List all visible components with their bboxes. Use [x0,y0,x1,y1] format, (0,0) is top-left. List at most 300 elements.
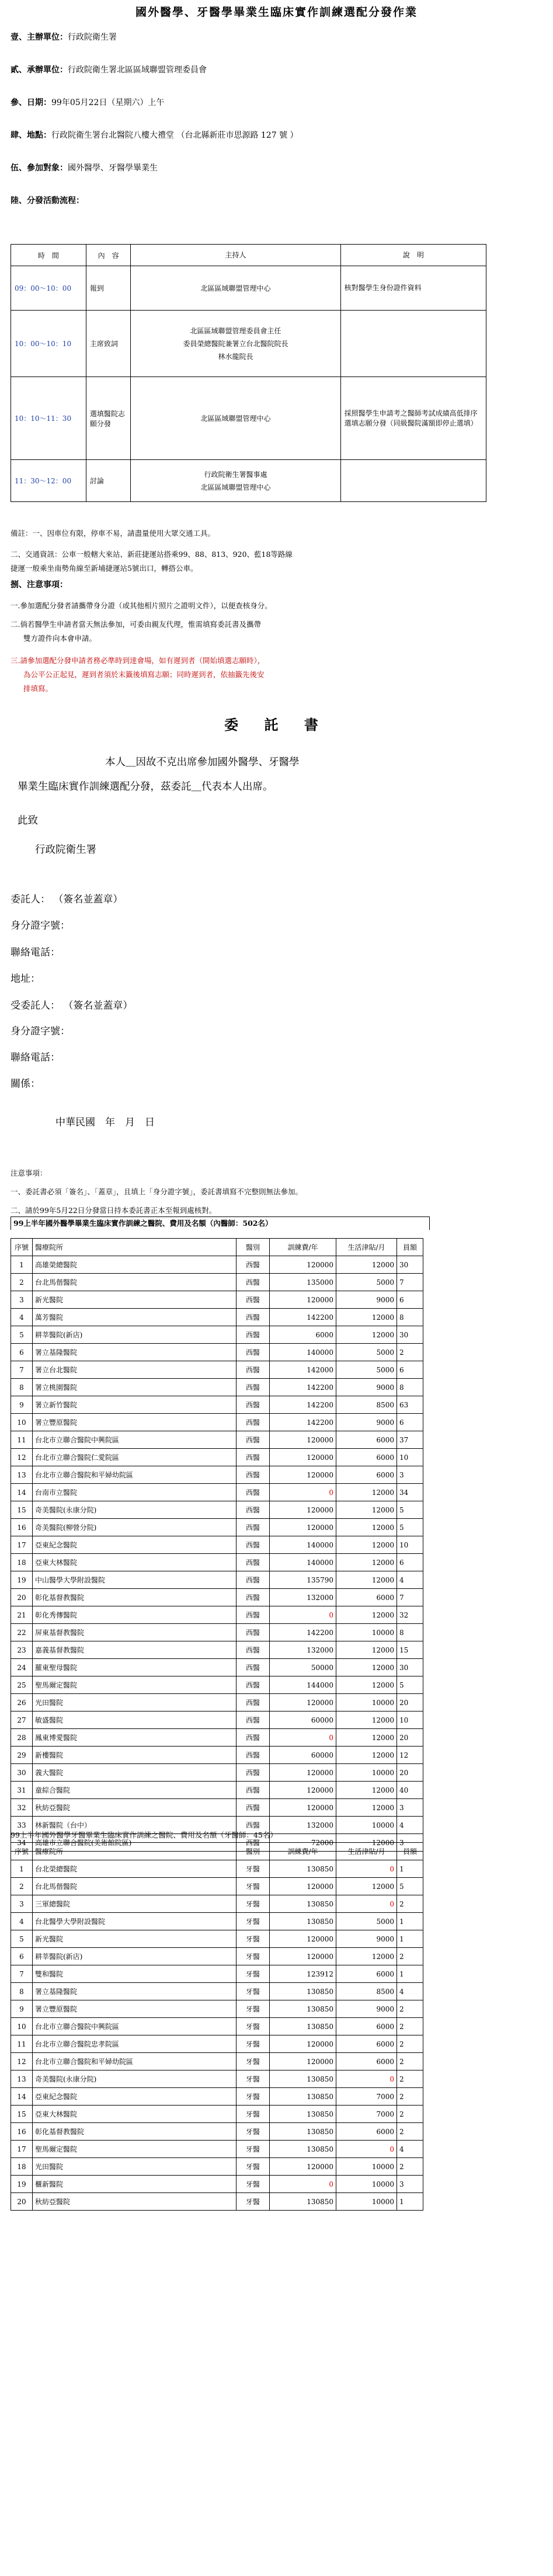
table-cell: 光田醫院 [33,1694,236,1711]
table-cell: 5 [397,1878,423,1895]
table-cell: 西醫 [236,1571,270,1589]
table-cell: 12000 [336,1782,397,1799]
table-cell: 120000 [270,2035,336,2053]
table-cell: 20 [397,1694,423,1711]
table-cell: 2 [397,2053,423,2070]
table-row [11,1930,423,1948]
table-cell: 31 [11,1782,33,1799]
table-cell: 120000 [270,1256,336,1274]
table-row [11,1983,423,2000]
table-cell: 署立豐原醫院 [33,1414,236,1431]
table-cell: 亞東大林醫院 [33,2106,236,2123]
table-cell: 120000 [270,1291,336,1309]
item-value: 行政院衛生署北區區域聯盟管理委員會 [68,65,207,75]
table-cell: 12000 [336,1747,397,1764]
table-row [11,1729,423,1747]
table-cell: 3 [397,1834,423,1852]
table-cell: 署立桃園醫院 [33,1379,236,1396]
table-row [11,1694,423,1711]
table-cell: 台南市立醫院 [33,1484,236,1501]
table-cell: 新樓醫院 [33,1747,236,1764]
table-cell: 140000 [270,1536,336,1554]
table-cell: 132000 [270,1641,336,1659]
schedule-time: 10：10～11：30 [11,377,86,460]
table-cell: 鳳東博愛醫院 [33,1729,236,1747]
table-cell: 奇美醫院(永康分院) [33,2070,236,2088]
table-cell: 9000 [336,1930,397,1948]
table-row [11,2053,423,2070]
table-cell: 130850 [270,2088,336,2106]
table-cell: 2 [397,2106,423,2123]
table-cell: 牙醫 [236,2035,270,2053]
table-cell: 5 [397,1501,423,1519]
table-cell: 秋紡亞醫院 [33,2193,236,2211]
table-row [11,1895,423,1913]
table-cell: 30 [11,1764,33,1782]
table-cell: 5 [397,1519,423,1536]
attention-item: 三.請參加選配分發申請者務必準時到達會場，如有遲到者（開始填選志願時）， [11,656,265,665]
table-cell: 12000 [336,1948,397,1965]
schedule-note [340,460,486,502]
form-field-phone: 聯絡電話： [11,947,60,958]
table-cell: 120000 [270,1431,336,1449]
table-cell: 135000 [270,1274,336,1291]
table-cell: 櫃新醫院 [33,2176,236,2193]
item-value: 99年05月22日（星期六）上午 [51,98,165,107]
table-cell: 署立新竹醫院 [33,1396,236,1414]
table-row [11,1799,423,1817]
table-cell: 0 [270,1729,336,1747]
table-cell: 署立台北醫院 [33,1361,236,1379]
table-cell: 牙醫 [236,2141,270,2158]
table-cell: 7000 [336,2106,397,2123]
table-cell: 西醫 [236,1274,270,1291]
table-cell: 署立豐原醫院 [33,2000,236,2018]
table-cell: 12000 [336,1606,397,1624]
host-line: 行政院衛生署醫事處 [204,470,267,479]
table-cell: 10000 [336,1694,397,1711]
table-row [11,1414,423,1431]
table-cell: 19 [11,2176,33,2193]
table-cell: 西醫 [236,1606,270,1624]
table-cell: 6000 [336,2018,397,2035]
table-cell: 142200 [270,1396,336,1414]
table-cell: 1 [397,2193,423,2211]
table-row [11,1878,423,1895]
table-cell: 0 [336,2141,397,2158]
table-cell: 台北市立聯合醫院和平婦幼院區 [33,2053,236,2070]
table-row [11,1361,423,1379]
table-cell: 15 [397,1641,423,1659]
table-cell: 14 [11,1484,33,1501]
table-cell: 7 [11,1361,33,1379]
host-line: 北區區域聯盟管理委員會主任 [190,326,281,335]
table-cell: 9 [11,1396,33,1414]
schedule-time: 09：00～10：00 [11,266,86,311]
schedule-row [11,460,486,502]
table-cell: 17 [11,2141,33,2158]
table-cell: 120000 [270,2053,336,2070]
table-cell: 4 [397,2141,423,2158]
table-cell: 11 [11,1431,33,1449]
table-cell: 0 [270,1606,336,1624]
table-cell: 嘉義基督教醫院 [33,1641,236,1659]
table-cell: 8 [11,1379,33,1396]
table-cell: 1 [397,1965,423,1983]
proxy-statement: 本人＿因故不克出席參加國外醫學、牙醫學 [105,757,300,768]
table-cell: 12000 [336,1326,397,1344]
table-cell: 8 [11,1983,33,2000]
table-cell: 142200 [270,1379,336,1396]
table-cell: 6 [397,1291,423,1309]
table-cell: 130850 [270,2018,336,2035]
attention-item: 為公平公正起見，遲到者須於末籤後填寫志願；同時遲到者，依抽籤先後安 [23,670,265,679]
table-row [11,1449,423,1466]
table-row [11,2088,423,2106]
table-cell: 13 [11,2070,33,2088]
table-cell: 142200 [270,1624,336,1641]
col-header: 訓練費/年 [270,1843,336,1860]
table-cell: 西醫 [236,1641,270,1659]
schedule-note: 核對醫學生身份證件資料 [340,266,486,311]
table-cell: 50000 [270,1659,336,1676]
col-header: 醫療院所 [33,1239,236,1256]
attention-item: 雙方證件向本會申請。 [23,634,97,643]
table-cell: 耕莘醫院(新店) [33,1326,236,1344]
table-cell: 耕莘醫院(新店) [33,1948,236,1965]
table-cell: 11 [11,2035,33,2053]
header-host: 主持人 [131,245,340,266]
table-cell: 8 [397,1379,423,1396]
table-cell: 西醫 [236,1624,270,1641]
table-cell: 135790 [270,1571,336,1589]
table-cell: 西醫 [236,1449,270,1466]
table-cell: 6000 [336,1431,397,1449]
host-line: 委員榮總醫院兼署立台北醫院院長 [183,339,288,348]
table1 [11,1238,423,1852]
table-cell: 西醫 [236,1326,270,1344]
table-cell: 中山醫學大學附設醫院 [33,1571,236,1589]
table-cell: 72000 [270,1834,336,1852]
table-cell: 10000 [336,1764,397,1782]
form-field-address: 地址： [11,973,40,985]
remark-line: 備註：一、因車位有限，停車不易，請盡量使用大眾交通工具。 [11,529,215,538]
table-cell: 10 [397,1711,423,1729]
table-row [11,1554,423,1571]
table-cell: 25 [11,1676,33,1694]
table-cell: 60000 [270,1747,336,1764]
item-executor [11,64,207,76]
schedule-note [340,311,486,377]
table-row [11,1764,423,1782]
table-cell: 奇美醫院(永康分院) [33,1501,236,1519]
table-cell: 7000 [336,2088,397,2106]
table-cell: 6000 [336,1449,397,1466]
table-cell: 西醫 [236,1659,270,1676]
table-cell: 牙醫 [236,2070,270,2088]
table-cell: 童綜合醫院 [33,1782,236,1799]
table-cell: 10000 [336,2193,397,2211]
table-cell: 120000 [270,2158,336,2176]
table-cell: 亞東大林醫院 [33,1554,236,1571]
table-cell: 2 [11,1274,33,1291]
table-cell: 三軍總醫院 [33,1895,236,1913]
table-row [11,1860,423,1878]
table-cell: 署立基隆醫院 [33,1344,236,1361]
col-header: 生活津貼/月 [336,1843,397,1860]
table-row [11,1606,423,1624]
table-cell: 12000 [336,1878,397,1895]
remarks-heading: 注意事項： [11,1169,47,1177]
table-cell: 0 [336,2070,397,2088]
table-cell: 4 [397,1983,423,2000]
table-cell: 西醫 [236,1589,270,1606]
table-cell: 12000 [336,1554,397,1571]
table-cell: 8 [397,1309,423,1326]
table-cell: 130850 [270,2070,336,2088]
table-cell: 34 [11,1834,33,1852]
table-cell: 130850 [270,2123,336,2141]
table-cell: 聖馬爾定醫院 [33,1676,236,1694]
table-row [11,2018,423,2035]
schedule-host [131,460,340,502]
header-content: 內 容 [86,245,130,266]
table-cell: 西醫 [236,1554,270,1571]
table-row [11,1571,423,1589]
table-cell: 6000 [336,1589,397,1606]
table-cell: 3 [397,1799,423,1817]
table-cell: 2 [397,2070,423,2088]
table-cell: 144000 [270,1676,336,1694]
table-cell: 3 [11,1291,33,1309]
table-row [11,1913,423,1930]
table-cell: 6 [11,1948,33,1965]
item-value: 行政院衛生署 [68,33,117,42]
table-cell: 屏東基督教醫院 [33,1624,236,1641]
table-cell: 120000 [270,1501,336,1519]
schedule-table [11,244,486,502]
form-field-id: 身分證字號： [11,920,70,932]
table-cell: 西醫 [236,1536,270,1554]
form-field-agent-id: 身分證字號： [11,1026,70,1037]
schedule-content: 報到 [86,266,130,311]
table-cell: 3 [397,2176,423,2193]
host-line: 北區區域聯盟管理中心 [200,483,271,492]
table-cell: 西醫 [236,1676,270,1694]
table-cell: 台北馬偕醫院 [33,1274,236,1291]
table-cell: 台北市立聯合醫院中興院區 [33,1431,236,1449]
col-header: 序號 [11,1239,33,1256]
table-cell: 12000 [336,1641,397,1659]
remark-line: 捷運一般乘坐南勢角線至新埔捷運站5號出口，轉搭公車。 [11,564,198,573]
table-cell: 彰化秀傳醫院 [33,1606,236,1624]
table-cell: 120000 [270,1764,336,1782]
table-cell: 4 [11,1913,33,1930]
table-cell: 28 [11,1729,33,1747]
table-cell: 新光醫院 [33,1930,236,1948]
table-cell: 12 [11,1449,33,1466]
item-participants [11,162,158,174]
table-cell: 16 [11,1519,33,1536]
table-row [11,1379,423,1396]
table-cell: 西醫 [236,1256,270,1274]
table-cell: 牙醫 [236,1965,270,1983]
table-cell: 120000 [270,1449,336,1466]
table-row [11,1256,423,1274]
schedule-note: 採照醫學生申請考之醫師考試成績高低排序選填志願分發（同級醫院滿額即停止選填） [340,377,486,460]
table-row [11,1466,423,1484]
form-field-agent: 受委託人： （簽名並蓋章） [11,1000,133,1012]
table-cell: 台北馬偕醫院 [33,1878,236,1895]
table-cell: 西醫 [236,1344,270,1361]
item-label: 參、日期： [11,98,51,107]
table-cell: 9000 [336,2000,397,2018]
table-row [11,1747,423,1764]
table-cell: 台北市立聯合醫院和平婦幼院區 [33,1466,236,1484]
attention-item: 排填寫。 [23,684,53,693]
table-cell: 2 [397,1344,423,1361]
table-cell: 120000 [270,1466,336,1484]
table-cell: 17 [11,1536,33,1554]
table-row [11,2158,423,2176]
table-cell: 20 [397,1729,423,1747]
table-cell: 2 [397,2018,423,2035]
table-cell: 123912 [270,1965,336,1983]
proxy-recipient: 行政院衛生署 [35,844,96,856]
host-line: 林水龍院長 [218,352,253,361]
table-cell: 5000 [336,1344,397,1361]
table-cell: 10000 [336,2176,397,2193]
table-cell: 6000 [336,1965,397,1983]
table-cell: 30 [397,1326,423,1344]
table-cell: 130850 [270,1860,336,1878]
table-cell: 12000 [336,1519,397,1536]
table-cell: 6000 [336,1466,397,1484]
table-cell: 12000 [336,1256,397,1274]
proxy-title: 委 託 書 [224,716,329,733]
table-cell: 牙醫 [236,1948,270,1965]
table-cell: 西醫 [236,1764,270,1782]
form-field-principal: 委託人： （簽名並蓋章） [11,894,123,905]
table-cell: 27 [11,1711,33,1729]
table-cell: 西醫 [236,1466,270,1484]
table-cell: 120000 [270,1694,336,1711]
table-row [11,1589,423,1606]
table-row [11,1624,423,1641]
table-cell: 120000 [270,1878,336,1895]
table-cell: 雙和醫院 [33,1965,236,1983]
table-cell: 林新醫院（台中） [33,1817,236,1834]
table-cell: 萬芳醫院 [33,1309,236,1326]
table-cell: 30 [397,1256,423,1274]
table-cell: 12000 [336,1799,397,1817]
table-cell: 高雄榮總醫院 [33,1256,236,1274]
col-header: 醫療院所 [33,1843,236,1860]
table-cell: 奇美醫院(柳營分院) [33,1519,236,1536]
col-header: 員額 [397,1843,423,1860]
proxy-date: 中華民國 年 月 日 [55,1117,155,1128]
table-cell: 140000 [270,1344,336,1361]
table-cell: 西醫 [236,1309,270,1326]
table-cell: 12000 [336,1571,397,1589]
table-cell: 132000 [270,1817,336,1834]
table-cell: 2 [11,1878,33,1895]
schedule-time: 11：30～12：00 [11,460,86,502]
table-cell: 5000 [336,1913,397,1930]
table-cell: 西醫 [236,1291,270,1309]
table-cell: 130850 [270,1895,336,1913]
table-cell: 牙醫 [236,1860,270,1878]
table-cell: 12 [11,2053,33,2070]
table-cell: 3 [397,1466,423,1484]
table-cell: 10 [11,2018,33,2035]
item-value: 國外醫學、牙醫學畢業生 [68,163,158,173]
table-cell: 32 [397,1606,423,1624]
table-cell: 光田醫院 [33,2158,236,2176]
table-row [11,1711,423,1729]
table-cell: 6 [397,1361,423,1379]
table-cell: 0 [336,1860,397,1878]
table-cell: 10 [397,1449,423,1466]
table-cell: 7 [397,1274,423,1291]
remark-line: 二、交通資訊：公車一般轄大來站、新莊捷運站搭乘99、88、813、920、藍18等路線 [11,550,293,559]
item-label: 伍、參加對象： [11,163,68,173]
table-cell: 5000 [336,1274,397,1291]
table-cell: 37 [397,1431,423,1449]
table-row [11,1782,423,1799]
table-cell: 亞東紀念醫院 [33,2088,236,2106]
table-cell: 1 [397,1913,423,1930]
table-cell: 義大醫院 [33,1764,236,1782]
attention-item: 一.參加選配分發者請攜帶身分證（或其他相片照片之證明文件），以便查核身分。 [11,601,272,610]
header-note: 說 明 [340,245,486,266]
table2 [11,1842,423,2211]
table-cell: 10 [397,1536,423,1554]
table-cell: 1 [397,1860,423,1878]
table-cell: 130850 [270,1913,336,1930]
table-cell: 4 [397,1817,423,1834]
table-cell: 24 [11,1659,33,1676]
col-header: 訓練費/年 [270,1239,336,1256]
schedule-row [11,377,486,460]
table-cell: 140000 [270,1554,336,1571]
table-cell: 秋紡亞醫院 [33,1799,236,1817]
table-cell: 29 [11,1747,33,1764]
table-cell: 聖馬爾定醫院 [33,2141,236,2158]
table-row [11,2106,423,2123]
table-cell: 5 [11,1326,33,1344]
table-cell: 3 [11,1895,33,1913]
table-cell: 5 [397,1676,423,1694]
table-row [11,1501,423,1519]
table-cell: 西醫 [236,1799,270,1817]
table-cell: 9000 [336,1291,397,1309]
table-cell: 西醫 [236,1379,270,1396]
remarks-item: 一、委託書必須「簽名」、「蓋章」，且填上「身分證字號」，委託書填寫不完整則無法參加。 [11,1187,303,1196]
item-location [11,130,298,141]
table-row [11,2176,423,2193]
table-cell: 牙醫 [236,1983,270,2000]
table-cell: 22 [11,1624,33,1641]
table-cell: 15 [11,2106,33,2123]
table-cell: 牙醫 [236,2000,270,2018]
table-row [11,1291,423,1309]
table-cell: 1 [11,1256,33,1274]
table-cell: 10000 [336,1624,397,1641]
table-cell: 120000 [270,1948,336,1965]
table-row [11,1641,423,1659]
table-cell: 西醫 [236,1431,270,1449]
